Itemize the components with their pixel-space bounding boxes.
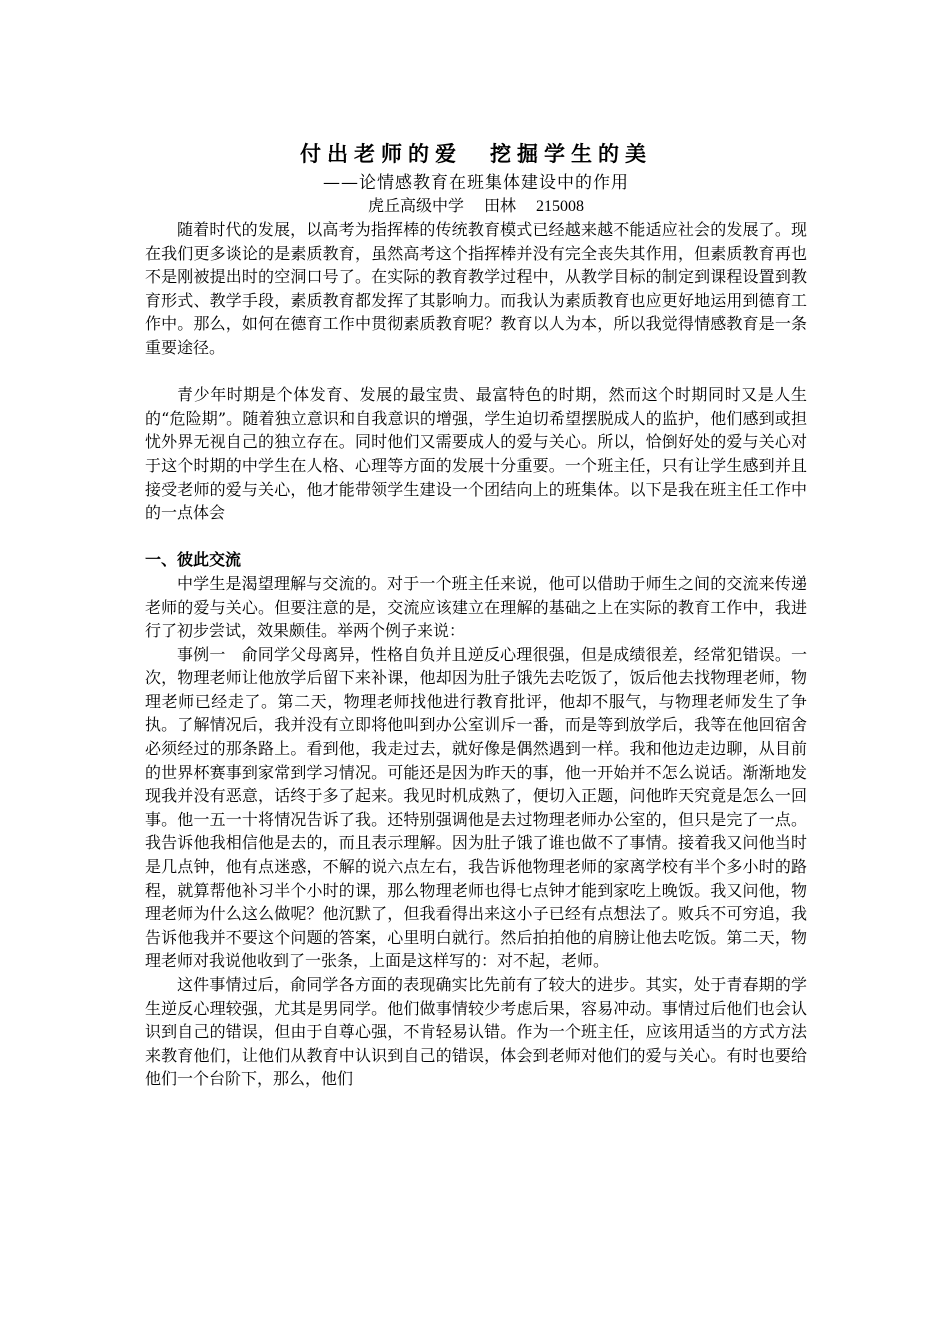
document-body [145,138,807,1091]
author-school: 虎丘高级中学 [367,198,464,215]
section1-paragraph-1: 中学生是渴望理解与交流的。对于一个班主任来说，他可以借助于师生之间的交流来传递老师的爱与关心。但要注意的是，交流应该建立在理解的基础之上在实际的教育工作中，我进行了初步尝试，效果颇佳。举两个例子来说： [145,573,807,641]
document-title [145,138,807,170]
section1-paragraph-2: 事例一 俞同学父母离异，性格自负并且逆反心理很强，但是成绩很差，经常犯错误。一次，物理老师让他放学后留下来补课，他却因为肚子饿先去吃饭了，饭后他去找物理老师，物理老师已经走了。第二天，物理老师找他进行教育批评，他却不服气，与物理老师发生了争执。了解情况后，我并没有立即将他叫到办公室训斥一番，而是等到放学后，我等在他回宿舍必须经过的那条路上。看到他，我走过去，就好像是偶然遇到一样。我和他边走边聊，从目前的世界杯赛事到家常到学习情况。可能还是因为昨天的事，他一开始并不怎么说话。渐渐地发现我并没有恶意，话终于多了起来。我见时机成熟了，便切入正题，问他昨天究竟是怎么一回事。他一五一十将情况告诉了我。还特别强调他是去过物理老师办公室的，但只是完了一点。我告诉他我相信他是去的，而且表示理解。因为肚子饿了谁也做不了事情。接着我又问他当时是几点钟，他有点迷惑，不解的说六点左右，我告诉他物理老师的家离学校有半个多小时的路程，就算帮他补习半个小时的课，那么物理老师也得七点钟才能到家吃上晚饭。我又问他，物理老师为什么这么做呢？他沉默了，但我看得出来这小子已经有点想法了。败兵不可穷追，我告诉他我并不要这个问题的答案，心里明白就行。然后拍拍他的肩膀让他去吃饭。第二天，物理老师对我说他收到了一张条，上面是这样写的：对不起，老师。 [145,644,807,971]
title-part-1: 付出老师的爱 [300,141,462,166]
section-heading: 一、彼此交流 [145,550,242,570]
section1-paragraph-3: 这件事情过后，俞同学各方面的表现确实比先前有了较大的进步。其实，处于青春期的学生逆反心理较强，尤其是男同学。他们做事情较少考虑后果，容易冲动。事情过后他们也会认识到自己的错误，但由于自尊心强，不肯轻易认错。作为一个班主任，应该用适当的方式方法来教育他们，让他们从教育中认识到自己的错误，体会到老师对他们的爱与关心。有时也要给他们一个台阶下，那么，他们 [145,975,807,1089]
document-subtitle: ——论情感教育在班集体建设中的作用 [323,173,629,193]
title-part-2: 挖掘学生的美 [490,141,652,166]
author-postcode: 215008 [536,198,585,215]
second-paragraph: 青少年时期是个体发育、发展的最宝贵、最富特色的时期，然而这个时期同时又是人生的“危险期”。随着独立意识和自我意识的增强，学生迫切希望摆脱成人的监护，他们感到或担忧外界无视自己的独立存在。同时他们又需要成人的爱与关心。所以，恰倒好处的爱与关心对于这个时期的中学生在人格、心理等方面的发展十分重要。一个班主任，只有让学生感到并且接受老师的爱与关心，他才能带领学生建设一个团结向上的班集体。以下是我在班主任工作中的一点体会 [145,385,807,523]
intro-paragraph: 随着时代的发展，以高考为指挥棒的传统教育模式已经越来越不能适应社会的发展了。现在我们更多谈论的是素质教育，虽然高考这个指挥棒并没有完全丧失其作用，但素质教育再也不是刚被提出时的空洞口号了。在实际的教育教学过程中，从教学目标的制定到课程设置到教育形式、教学手段，素质教育都发挥了其影响力。而我认为素质教育也应更好地运用到德育工作中。那么，如何在德育工作中贯彻素质教育呢？教育以人为本，所以我觉得情感教育是一条重要途径。 [145,220,807,357]
author-name: 田林 [484,198,517,215]
author-line [145,196,807,218]
